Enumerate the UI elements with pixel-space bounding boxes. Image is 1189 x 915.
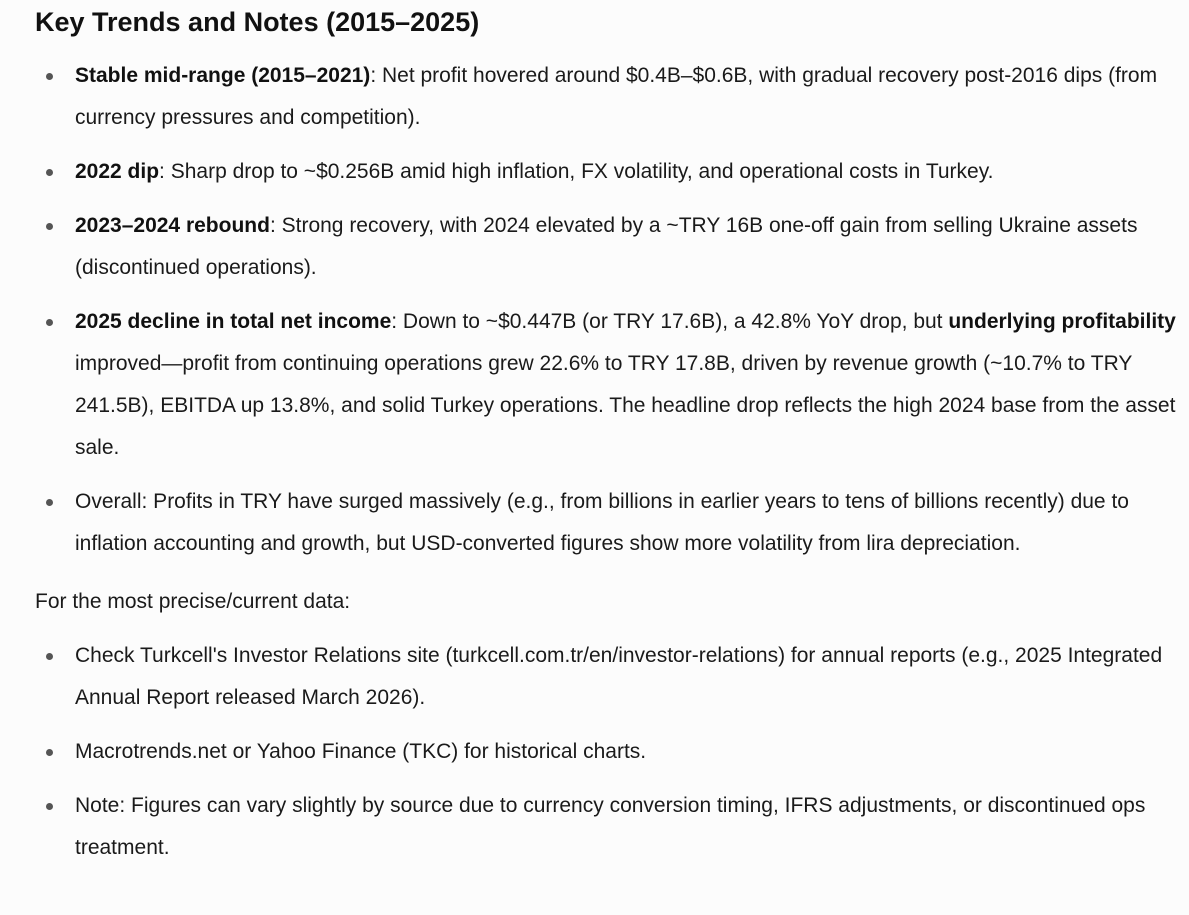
trends-list (35, 55, 1180, 565)
list-item (35, 785, 1180, 869)
list-item (35, 55, 1180, 139)
item-bold-label: 2022 dip (75, 160, 160, 183)
item-text: Overall: Profits in TRY have surged massively (e.g., from billions in earlier years to tens of billions recently) due to inflation accounting and growth, but USD-converted figures show more volatility from lira depreciation. (75, 490, 1129, 555)
item-text: : Net profit hovered around $0.4B–$0.6B, with gradual recovery post-2016 dips (from currency pressures and competition). (75, 64, 1158, 129)
item-text: Macrotrends.net or Yahoo Finance (TKC) for historical charts. (75, 740, 647, 763)
item-text: : Down to ~$0.447B (or TRY 17.6B), a 42.8% YoY drop, but (391, 310, 949, 333)
item-bold-label: 2025 decline in total net income (75, 310, 392, 333)
sources-list (35, 635, 1180, 869)
item-text: : Sharp drop to ~$0.256B amid high inflation, FX volatility, and operational costs in Turkey. (159, 160, 994, 183)
item-bold-label: Stable mid-range (2015–2021) (75, 64, 371, 87)
list-item (35, 481, 1180, 565)
item-bold-label: underlying profitability (948, 310, 1176, 333)
item-text: improved—profit from continuing operations grew 22.6% to TRY 17.8B, driven by revenue growth (~10.7% to TRY 241.5B), EBITDA up 13.8%, and solid Turkey operations. The headline drop reflects the high 2024 base from the asset sale. (75, 352, 1176, 459)
item-text: Note: Figures can vary slightly by source due to currency conversion timing, IFRS adjustments, or discontinued ops treatment. (75, 794, 1146, 859)
item-text: Check Turkcell's Investor Relations site (turkcell.com.tr/en/investor-relations) for annual reports (e.g., 2025 Integrated Annual Report released March 2026). (75, 644, 1163, 709)
item-text: : Strong recovery, with 2024 elevated by a ~TRY 16B one-off gain from selling Ukraine assets (discontinued operations). (75, 214, 1138, 279)
list-item (35, 301, 1180, 469)
precise-data-intro: For the most precise/current data: (35, 590, 351, 613)
list-item (35, 205, 1180, 289)
item-bold-label: 2023–2024 rebound (75, 214, 270, 237)
document-content (35, 0, 1180, 881)
list-item (35, 151, 1180, 193)
section-heading: Key Trends and Notes (2015–2025) (35, 7, 480, 37)
list-item (35, 635, 1180, 719)
list-item (35, 731, 1180, 773)
